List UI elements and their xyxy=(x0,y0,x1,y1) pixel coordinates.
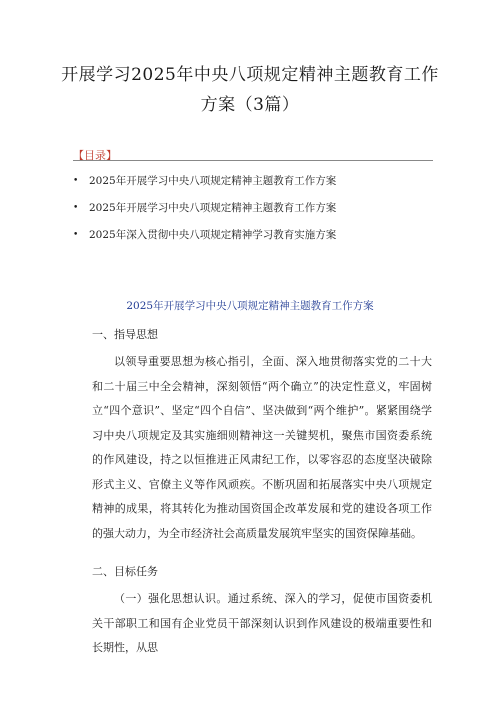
toc-header: 【目录】 xyxy=(73,149,117,162)
section-heading-goals: 二、目标任务 xyxy=(92,565,158,578)
bullet-icon: • xyxy=(73,176,79,186)
toc-list xyxy=(73,168,433,249)
toc-item[interactable] xyxy=(73,168,433,195)
bullet-icon: • xyxy=(73,203,79,213)
section-heading-guiding-ideology: 一、指导思想 xyxy=(92,328,158,341)
toc-divider xyxy=(73,160,433,161)
toc-item[interactable] xyxy=(73,195,433,222)
toc-item[interactable] xyxy=(73,222,433,249)
paragraph-goals: （一）强化思想认识。通过系统、深入的学习，促使市国资委机关干部职工和国有企业党员干部深刻认识到作风建设的极端重要性和长期性，从思 xyxy=(92,592,432,654)
toc-item-label: 2025年开展学习中央八项规定精神主题教育工作方案 xyxy=(89,202,337,214)
toc-item-label: 2025年开展学习中央八项规定精神主题教育工作方案 xyxy=(89,175,337,187)
document-title: 开展学习2025年中央八项规定精神主题教育工作方案（3篇） xyxy=(61,65,439,115)
toc-item-label: 2025年深入贯彻中央八项规定精神学习教育实施方案 xyxy=(89,229,337,241)
paragraph-guiding-ideology: 以领导重要思想为核心指引，全面、深入地贯彻落实党的二十大和二十届三中全会精神，深刻领悟“两个确立”的决定性意义，牢固树立“四个意识”、坚定“四个自信”、坚决做到“两个维护”。紧紧围绕学习中央八项规定及其实施细则精神这一关键契机，聚焦市国资委系统的作风建设，持之以恒推进正风肃纪工作，以零容忍的态度坚决破除形式主义、官僚主义等作风顽疾。不断巩固和拓展落实中央八项规定精神的成果，将其转化为推动国资国企改革发展和党的建设各项工作的强大动力，为全市经济社会高质量发展筑牢坚实的国资保障基础。 xyxy=(92,355,432,540)
bullet-icon: • xyxy=(73,230,79,240)
section-title: 2025年开展学习中央八项规定精神主题教育工作方案 xyxy=(126,300,374,312)
